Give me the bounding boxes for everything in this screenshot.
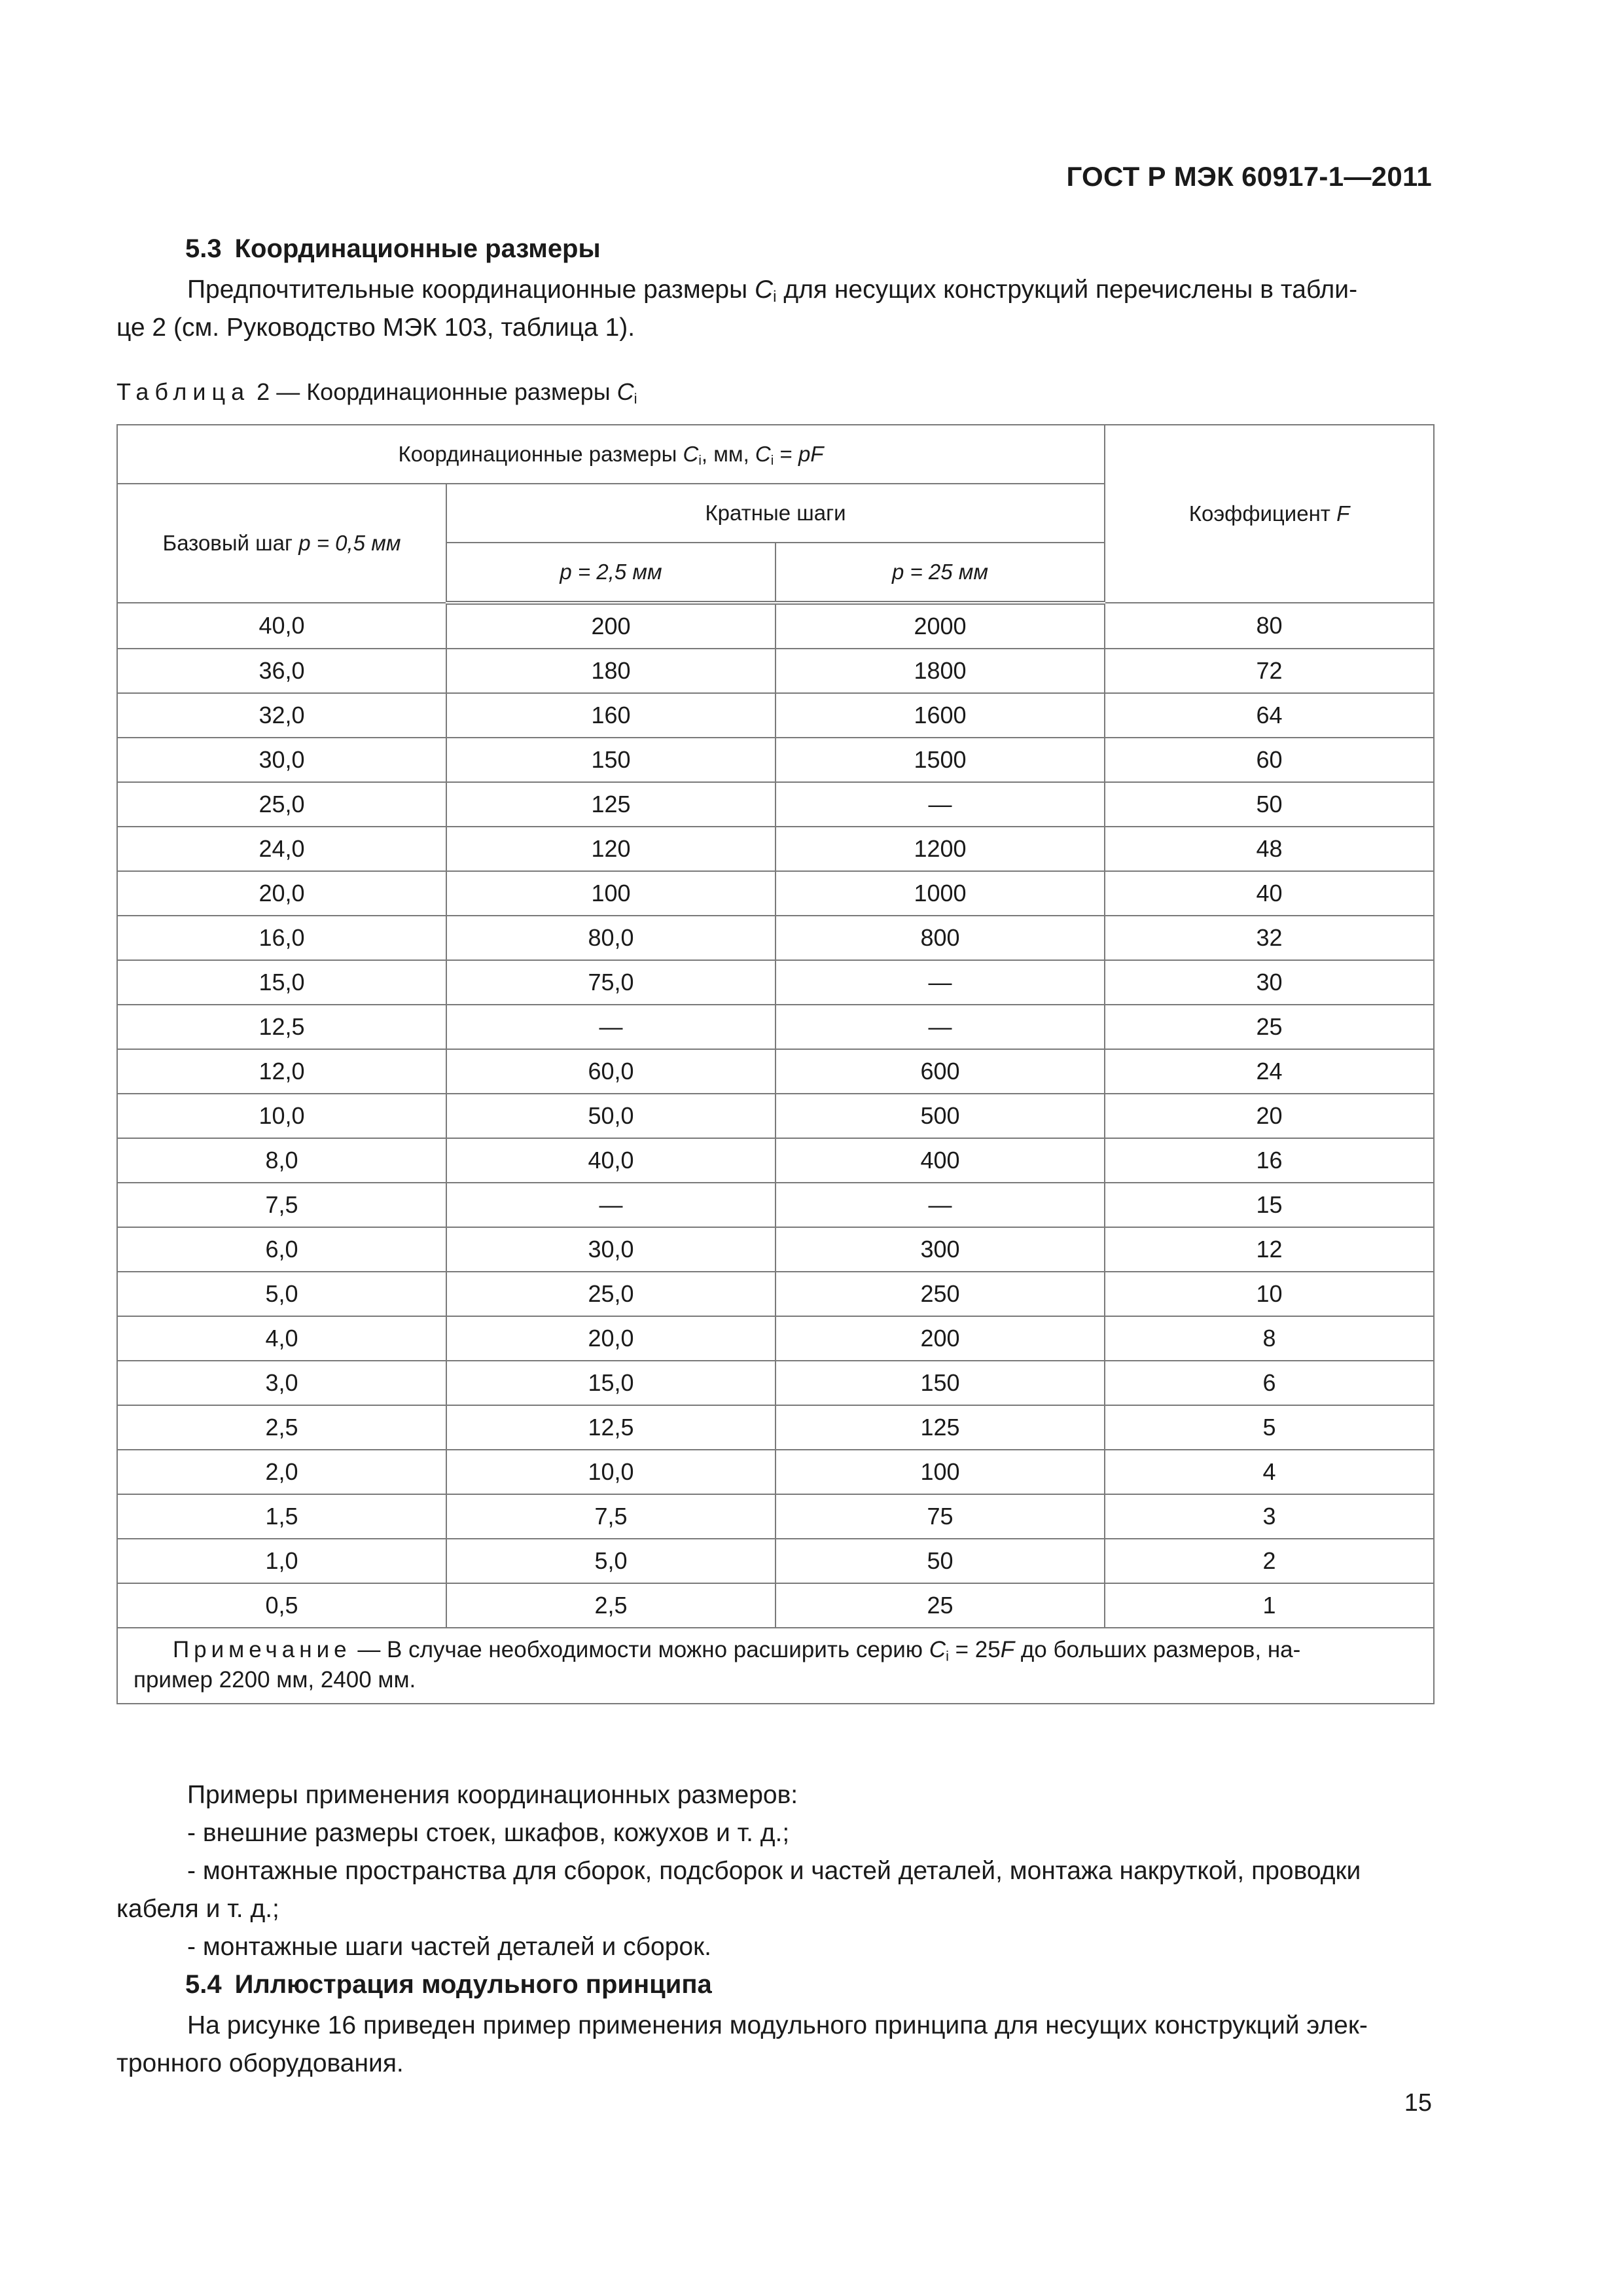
table-cell: — bbox=[776, 1183, 1105, 1227]
table-cell: 50 bbox=[1105, 782, 1434, 827]
paragraph-line-2: тронного оборудования. bbox=[116, 2049, 404, 2077]
table-row bbox=[117, 1583, 1434, 1628]
coordination-sizes-table bbox=[116, 424, 1435, 1704]
table-row bbox=[117, 1539, 1434, 1583]
table-cell: 2000 bbox=[776, 603, 1105, 649]
table-cell: 8 bbox=[1105, 1316, 1434, 1361]
header-group-title bbox=[117, 425, 1105, 484]
symbol-subscript: i bbox=[698, 453, 702, 469]
table-cell: 40,0 bbox=[446, 1138, 776, 1183]
table-cell: 40 bbox=[1105, 871, 1434, 916]
header-italic: p = 25 мм bbox=[891, 560, 989, 584]
table-cell: 10 bbox=[1105, 1272, 1434, 1316]
table-caption-text: 2 — Координационные размеры bbox=[257, 378, 611, 405]
paragraph-text: Предпочтительные координационные размеры bbox=[187, 276, 748, 304]
table-cell: 30 bbox=[1105, 960, 1434, 1005]
section-number: 5.4 bbox=[185, 1970, 222, 1999]
table-cell: 12,5 bbox=[117, 1005, 446, 1049]
table-row bbox=[117, 693, 1434, 738]
table-cell: 7,5 bbox=[446, 1494, 776, 1539]
examples-item-2-cont: кабеля и т. д.; bbox=[116, 1895, 279, 1923]
section-title: Иллюстрация модульного принципа bbox=[234, 1970, 712, 1999]
table-cell: 1200 bbox=[776, 827, 1105, 871]
table-cell: 25 bbox=[1105, 1005, 1434, 1049]
table-cell: 16,0 bbox=[117, 916, 446, 960]
section-heading-5-3 bbox=[185, 234, 601, 264]
table-cell: 12,5 bbox=[446, 1405, 776, 1450]
table-cell: 3 bbox=[1105, 1494, 1434, 1539]
note-text: до больших размеров, на- bbox=[1020, 1637, 1301, 1662]
table-cell: 25 bbox=[776, 1583, 1105, 1628]
table-cell: 50 bbox=[776, 1539, 1105, 1583]
table-cell: 2,5 bbox=[117, 1405, 446, 1450]
table-cell: 125 bbox=[446, 782, 776, 827]
symbol-subscript: i bbox=[946, 1647, 949, 1664]
header-coefficient bbox=[1105, 425, 1434, 603]
symbol-f: F bbox=[1336, 501, 1350, 526]
table-cell: 5,0 bbox=[117, 1272, 446, 1316]
table-body bbox=[117, 603, 1434, 1628]
table-cell: 24 bbox=[1105, 1049, 1434, 1094]
table-cell: 400 bbox=[776, 1138, 1105, 1183]
note-text: пример 2200 мм, 2400 мм. bbox=[134, 1667, 416, 1693]
paragraph-line-1: На рисунке 16 приведен пример применения модульного принципа для несущих конструкций элек- bbox=[187, 2011, 1368, 2039]
table-cell: 80,0 bbox=[446, 916, 776, 960]
examples-item-2: - монтажные пространства для сборок, подсборок и частей деталей, монтажа накруткой, проводки bbox=[187, 1857, 1361, 1885]
section-number: 5.3 bbox=[185, 234, 222, 263]
header-italic: p = 0,5 мм bbox=[298, 531, 401, 555]
symbol-c: C bbox=[929, 1637, 946, 1662]
table-row bbox=[117, 1405, 1434, 1450]
table-row bbox=[117, 603, 1434, 649]
symbol-c: C bbox=[755, 276, 774, 304]
header-text: Координационные размеры bbox=[398, 442, 677, 466]
table-cell: 50,0 bbox=[446, 1094, 776, 1138]
header-multiples: Кратные шаги bbox=[446, 484, 1105, 543]
table-cell: 1000 bbox=[776, 871, 1105, 916]
header-p-2-5 bbox=[446, 543, 776, 603]
table-row bbox=[117, 738, 1434, 782]
table-cell: 150 bbox=[446, 738, 776, 782]
table-row bbox=[117, 1494, 1434, 1539]
table-row bbox=[117, 1138, 1434, 1183]
paragraph-line-1 bbox=[116, 271, 1433, 309]
table-cell: 64 bbox=[1105, 693, 1434, 738]
paragraph-text: для несущих конструкций перечислены в табли- bbox=[783, 276, 1358, 304]
table-cell: 12 bbox=[1105, 1227, 1434, 1272]
table-row bbox=[117, 782, 1434, 827]
table-cell: 1,0 bbox=[117, 1539, 446, 1583]
symbol-pf: pF bbox=[798, 442, 824, 466]
table-cell: 2,0 bbox=[117, 1450, 446, 1494]
table-cell: 80 bbox=[1105, 603, 1434, 649]
table-caption-label: Таблица bbox=[116, 378, 251, 405]
table-cell: 15,0 bbox=[117, 960, 446, 1005]
table-cell: — bbox=[776, 960, 1105, 1005]
table-cell: 24,0 bbox=[117, 827, 446, 871]
table-cell: 1,5 bbox=[117, 1494, 446, 1539]
table-row bbox=[117, 916, 1434, 960]
page-number: 15 bbox=[1404, 2089, 1432, 2117]
table-cell: 1500 bbox=[776, 738, 1105, 782]
table-note bbox=[117, 1628, 1434, 1704]
table-row bbox=[117, 960, 1434, 1005]
paragraph-line-2: це 2 (см. Руководство МЭК 103, таблица 1). bbox=[116, 314, 635, 342]
table-cell: 5,0 bbox=[446, 1539, 776, 1583]
table-cell: 30,0 bbox=[117, 738, 446, 782]
table-row bbox=[117, 1049, 1434, 1094]
table-caption bbox=[116, 378, 637, 406]
section-title: Координационные размеры bbox=[234, 234, 601, 263]
examples-intro: Примеры применения координационных размеров: bbox=[187, 1781, 798, 1809]
table-cell: 200 bbox=[446, 603, 776, 649]
table-cell: 36,0 bbox=[117, 649, 446, 693]
table-cell: — bbox=[446, 1183, 776, 1227]
table-cell: 125 bbox=[776, 1405, 1105, 1450]
section-5-4-paragraph bbox=[116, 2007, 1433, 2083]
table-row bbox=[117, 1005, 1434, 1049]
table-cell: 7,5 bbox=[117, 1183, 446, 1227]
symbol-f: F bbox=[1000, 1637, 1015, 1662]
table-cell: 1600 bbox=[776, 693, 1105, 738]
table-cell: 15,0 bbox=[446, 1361, 776, 1405]
table-cell: 800 bbox=[776, 916, 1105, 960]
table-cell: 10,0 bbox=[117, 1094, 446, 1138]
table-row bbox=[117, 1316, 1434, 1361]
table-cell: 160 bbox=[446, 693, 776, 738]
table-cell: 6 bbox=[1105, 1361, 1434, 1405]
symbol-c: C bbox=[683, 442, 699, 466]
table-cell: 120 bbox=[446, 827, 776, 871]
note-text: = 25 bbox=[955, 1637, 1001, 1662]
table-cell: 20,0 bbox=[446, 1316, 776, 1361]
section-heading-5-4 bbox=[185, 1970, 712, 2000]
header-text: = bbox=[779, 442, 793, 466]
symbol-subscript: i bbox=[773, 288, 777, 306]
table-cell: — bbox=[776, 782, 1105, 827]
table-cell: 180 bbox=[446, 649, 776, 693]
table-cell: 1 bbox=[1105, 1583, 1434, 1628]
table-cell: 48 bbox=[1105, 827, 1434, 871]
header-p-25 bbox=[776, 543, 1105, 603]
table-cell: 4,0 bbox=[117, 1316, 446, 1361]
table-cell: 100 bbox=[776, 1450, 1105, 1494]
table-cell: 0,5 bbox=[117, 1583, 446, 1628]
table-cell: 300 bbox=[776, 1227, 1105, 1272]
header-italic: p = 2,5 мм bbox=[560, 560, 662, 584]
table-cell: 4 bbox=[1105, 1450, 1434, 1494]
table-cell: 1800 bbox=[776, 649, 1105, 693]
table-cell: 100 bbox=[446, 871, 776, 916]
table-cell: — bbox=[776, 1005, 1105, 1049]
table-row bbox=[117, 649, 1434, 693]
table-cell: 10,0 bbox=[446, 1450, 776, 1494]
symbol-c: C bbox=[755, 442, 771, 466]
note-text: — В случае необходимости можно расширить серию bbox=[357, 1637, 923, 1662]
table-cell: 12,0 bbox=[117, 1049, 446, 1094]
table-cell: 5 bbox=[1105, 1405, 1434, 1450]
table-cell: 15 bbox=[1105, 1183, 1434, 1227]
table-row bbox=[117, 1094, 1434, 1138]
table-cell: 60 bbox=[1105, 738, 1434, 782]
table-cell: 20,0 bbox=[117, 871, 446, 916]
document-code: ГОСТ Р МЭК 60917-1—2011 bbox=[1066, 161, 1432, 192]
header-base-step bbox=[117, 484, 446, 603]
table-row bbox=[117, 1272, 1434, 1316]
table-cell: 75,0 bbox=[446, 960, 776, 1005]
table-row bbox=[117, 871, 1434, 916]
note-label: Примечание bbox=[173, 1637, 351, 1662]
section-5-3-paragraph bbox=[116, 271, 1433, 347]
table-cell: 150 bbox=[776, 1361, 1105, 1405]
table-row bbox=[117, 1361, 1434, 1405]
header-text: Базовый шаг bbox=[162, 531, 293, 555]
table-cell: 60,0 bbox=[446, 1049, 776, 1094]
table-cell: 75 bbox=[776, 1494, 1105, 1539]
table-cell: 600 bbox=[776, 1049, 1105, 1094]
symbol-subscript: i bbox=[770, 453, 774, 469]
table-cell: — bbox=[446, 1005, 776, 1049]
examples-block bbox=[116, 1776, 1433, 1966]
table-cell: 16 bbox=[1105, 1138, 1434, 1183]
table-row bbox=[117, 1450, 1434, 1494]
table-row bbox=[117, 1183, 1434, 1227]
table-cell: 2 bbox=[1105, 1539, 1434, 1583]
table-cell: 8,0 bbox=[117, 1138, 446, 1183]
table-cell: 250 bbox=[776, 1272, 1105, 1316]
header-text: Коэффициент bbox=[1188, 501, 1330, 526]
examples-item-1: - внешние размеры стоек, шкафов, кожухов и т. д.; bbox=[187, 1819, 790, 1847]
symbol-c: C bbox=[616, 378, 634, 405]
symbol-subscript: i bbox=[633, 390, 637, 407]
examples-item-3: - монтажные шаги частей деталей и сборок. bbox=[187, 1933, 711, 1961]
table-cell: 40,0 bbox=[117, 603, 446, 649]
table-cell: 500 bbox=[776, 1094, 1105, 1138]
table-cell: 2,5 bbox=[446, 1583, 776, 1628]
table-cell: 32,0 bbox=[117, 693, 446, 738]
table-row bbox=[117, 1227, 1434, 1272]
table-cell: 3,0 bbox=[117, 1361, 446, 1405]
header-text: , мм, bbox=[701, 442, 749, 466]
table-cell: 25,0 bbox=[117, 782, 446, 827]
table-cell: 6,0 bbox=[117, 1227, 446, 1272]
table-cell: 25,0 bbox=[446, 1272, 776, 1316]
table-cell: 30,0 bbox=[446, 1227, 776, 1272]
table-cell: 72 bbox=[1105, 649, 1434, 693]
table-cell: 20 bbox=[1105, 1094, 1434, 1138]
table-row bbox=[117, 827, 1434, 871]
table-cell: 32 bbox=[1105, 916, 1434, 960]
table-cell: 200 bbox=[776, 1316, 1105, 1361]
